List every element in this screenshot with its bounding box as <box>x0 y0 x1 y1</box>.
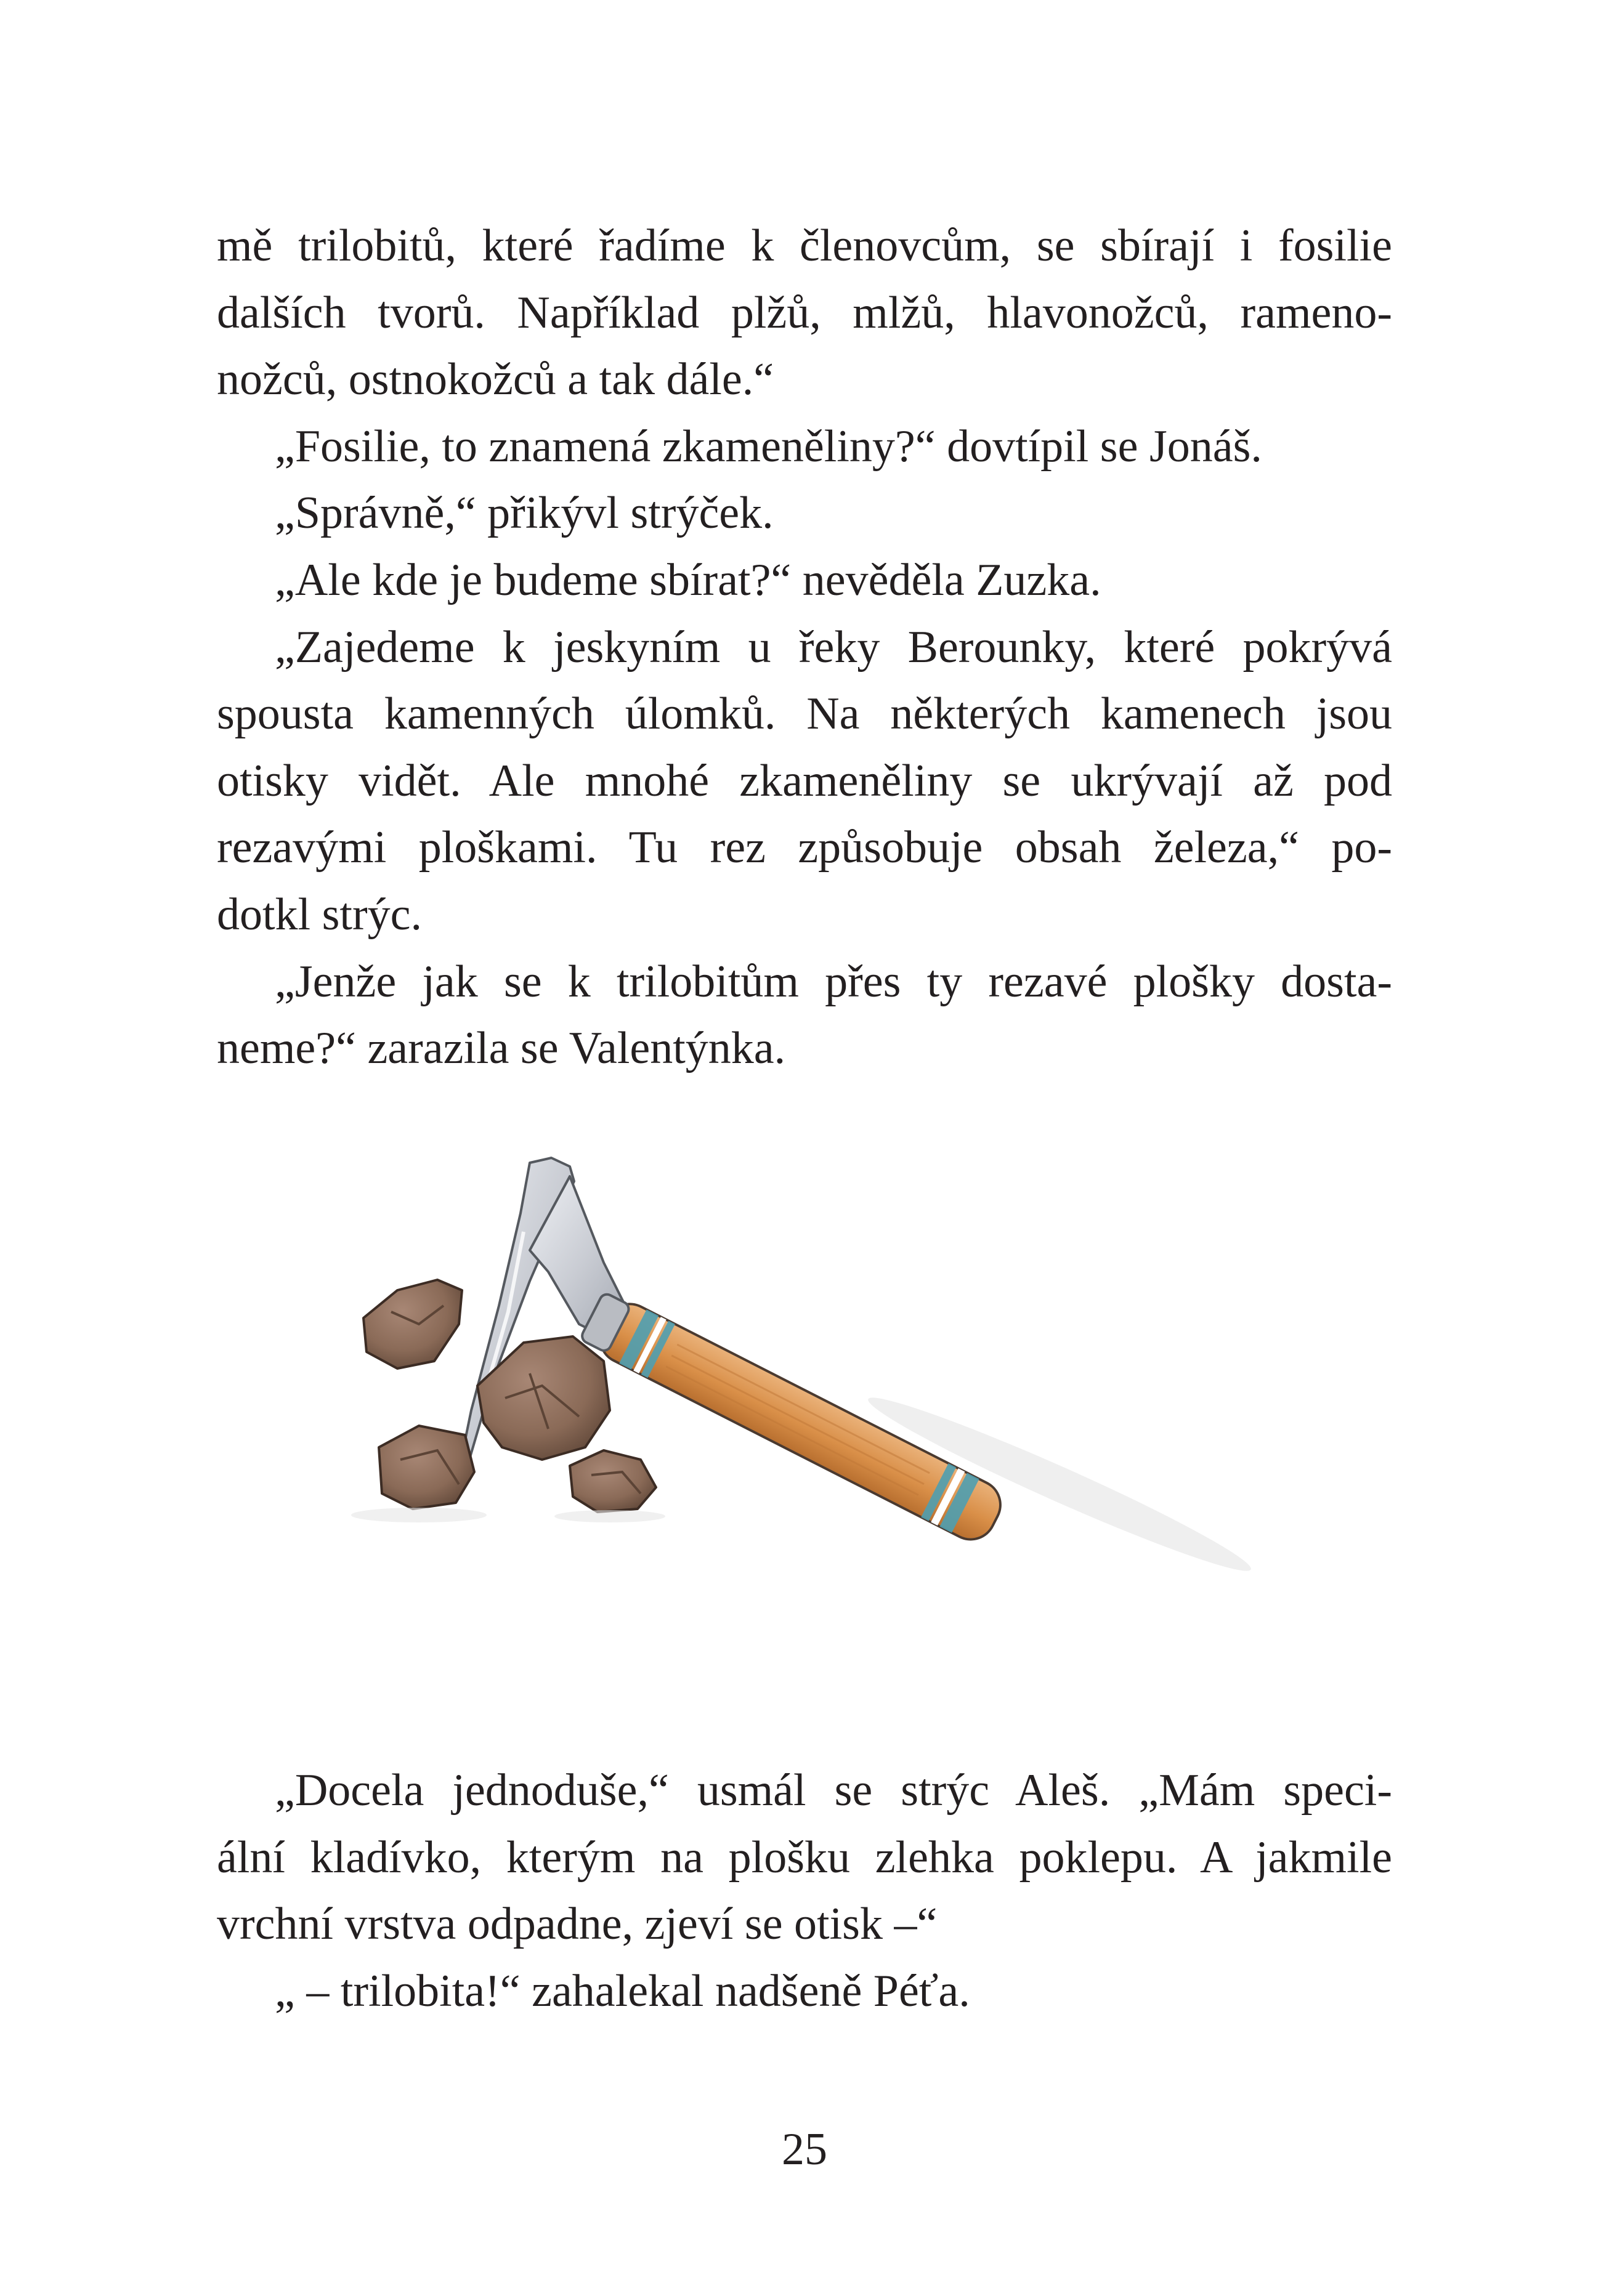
text-line: vrchní vrstva odpadne, zjeví se otisk –“ <box>217 1899 938 1950</box>
text-line: spousta kamenných úlomků. Na některých kamenech jsou <box>217 689 1392 740</box>
text-line: „Fosilie, to znamená zkameněliny?“ dovtípil se Jonáš. <box>275 421 1262 472</box>
text-line: dotkl strýc. <box>217 889 422 940</box>
text-line: „ – trilobita!“ zahalekal nadšeně Péťa. <box>275 1965 970 2016</box>
page-number: 25 <box>782 2124 827 2175</box>
text-line: ální kladívko, kterým na plošku zlehka poklepu. A jakmile <box>217 1832 1392 1883</box>
text-line: „Správně,“ přikývl strýček. <box>275 488 774 539</box>
text-line: „Docela jednoduše,“ usmál se strýc Aleš. „Mám speci- <box>275 1765 1392 1816</box>
text-line: rezavými ploškami. Tu rez způsobuje obsah železa,“ po- <box>217 822 1392 873</box>
text-line: nožců, ostnokožců a tak dále.“ <box>217 354 774 405</box>
hammer-handle <box>578 1288 1008 1548</box>
text-block-top <box>217 212 1392 1082</box>
text-line: otisky vidět. Ale mnohé zkameněliny se ukrývají až pod <box>217 755 1392 806</box>
text-line: mě trilobitů, které řadíme k členovcům, se sbírají i fosilie <box>217 220 1392 271</box>
text-line: neme?“ zarazila se Valentýnka. <box>217 1023 786 1074</box>
text-line: „Ale kde je budeme sbírat?“ nevěděla Zuzka. <box>275 554 1101 605</box>
text-line: „Zajedeme k jeskyním u řeky Berounky, které pokrývá <box>275 621 1392 673</box>
text-line: „Jenže jak se k trilobitům přes ty rezavé plošky dosta- <box>275 956 1392 1007</box>
hammer-illustration <box>345 1139 1294 1657</box>
text-block-bottom <box>217 1757 1392 2024</box>
text-line: dalších tvorů. Například plžů, mlžů, hlavonožců, rameno- <box>217 287 1392 338</box>
